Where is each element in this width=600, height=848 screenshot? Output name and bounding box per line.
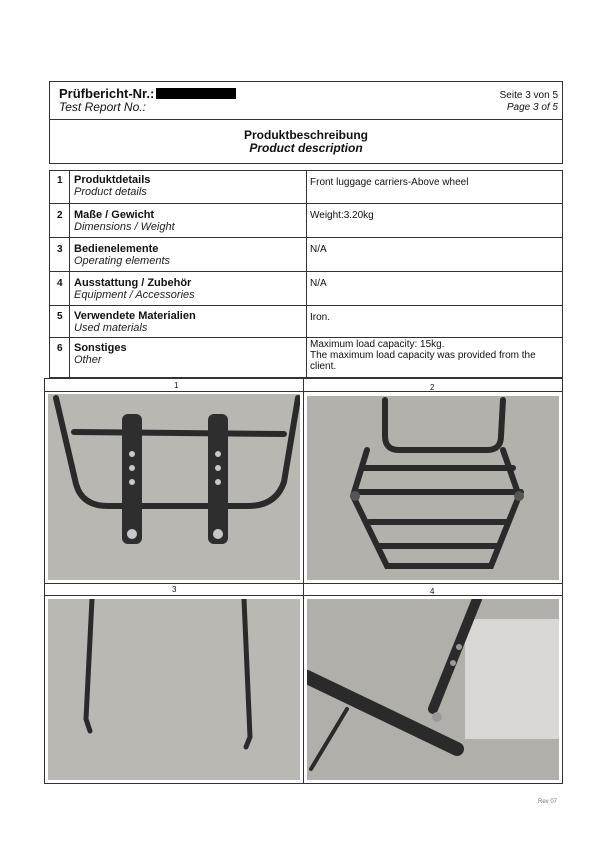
row-label-de: Maße / Gewicht (74, 209, 155, 221)
row-label-en: Product details (74, 186, 147, 198)
row-value-line: The maximum load capacity was provided from the (310, 350, 536, 361)
row-number: 5 (57, 311, 63, 322)
row-label-de: Sonstiges (74, 342, 127, 354)
report-no-label-de: Prüfbericht-Nr.: (59, 86, 155, 101)
row-number: 3 (57, 244, 63, 255)
photo-grid-row-line (44, 583, 563, 584)
row-label-en: Equipment / Accessories (74, 289, 195, 301)
row-label-en: Dimensions / Weight (74, 221, 175, 233)
section-title-de: Produktbeschreibung (243, 128, 368, 142)
row-value: N/A (310, 244, 327, 255)
table-col-divider-num (69, 170, 70, 378)
row-label-de: Ausstattung / Zubehör (74, 277, 192, 289)
photo-label-1: 1 (174, 381, 179, 390)
row-value: Front luggage carriers-Above wheel (310, 177, 469, 188)
footer-revision: Rev 07 (538, 799, 558, 805)
page-number-de: Seite 3 von 5 (499, 90, 558, 101)
row-number: 2 (57, 210, 63, 221)
table-row-line (49, 305, 563, 306)
row-label-en: Operating elements (74, 255, 170, 267)
section-title-en: Product description (249, 141, 363, 155)
photo-grid-row-line (44, 595, 563, 596)
photo-4-carrier-joint-detail (307, 599, 559, 780)
photo-1-carrier-mounting-brackets (48, 394, 300, 580)
table-row-line (49, 337, 563, 338)
row-label-en: Used materials (74, 322, 148, 334)
photo-3-carrier-legs (48, 599, 300, 780)
row-number: 4 (57, 278, 63, 289)
table-row-line (49, 237, 563, 238)
row-value: N/A (310, 278, 327, 289)
row-value: Iron. (310, 312, 331, 323)
row-label-de: Bedienelemente (74, 243, 159, 255)
page-number-en: Page 3 of 5 (506, 102, 558, 113)
photo-label-2: 2 (430, 383, 435, 392)
row-label-de: Produktdetails (74, 174, 151, 186)
row-label-de: Verwendete Materialien (74, 310, 196, 322)
redacted-report-number (156, 88, 236, 99)
row-value-line: Maximum load capacity: 15kg. (310, 339, 445, 350)
row-value: Weight:3.20kg (310, 210, 374, 221)
photo-2-carrier-top-view (307, 396, 559, 580)
photo-grid-row-line (44, 391, 563, 392)
report-no-label-en: Test Report No.: (59, 100, 146, 114)
row-number: 6 (57, 343, 63, 354)
row-label-en: Other (74, 354, 102, 366)
table-row-line (49, 203, 563, 204)
row-number: 1 (57, 175, 63, 186)
table-col-divider-value (306, 170, 307, 378)
photo-label-3: 3 (172, 585, 177, 594)
table-row-line (49, 271, 563, 272)
photo-label-4: 4 (430, 587, 435, 596)
row-value-line: client. (310, 361, 337, 372)
photo-grid-mid-divider (303, 378, 304, 784)
